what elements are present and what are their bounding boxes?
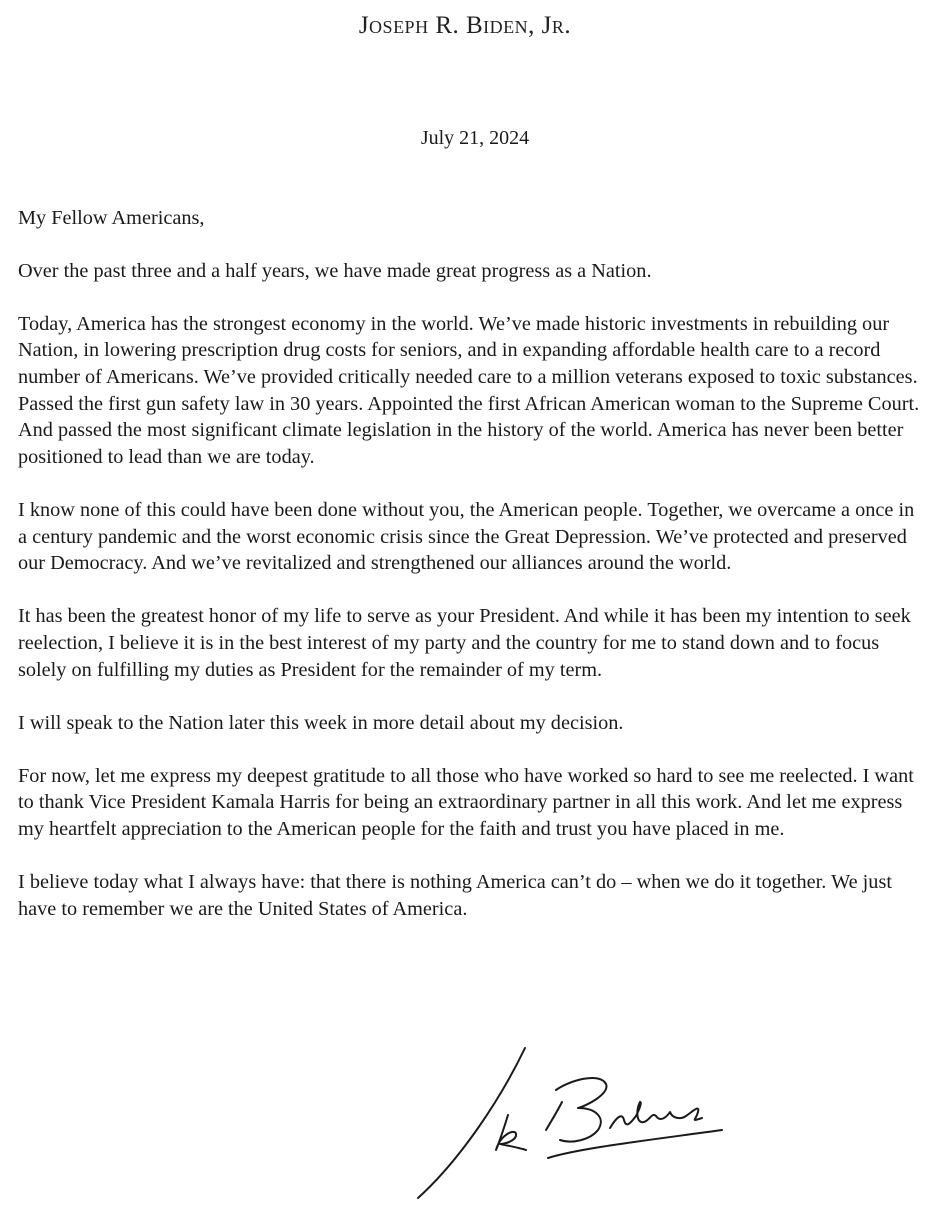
letter-date: July 21, 2024: [420, 127, 530, 149]
salutation: My Fellow Americans,: [18, 207, 205, 229]
signature-stroke-j: [418, 1048, 525, 1198]
paragraph: Today, America has the strongest economy in the world. We’ve made historic investments in rebuilding our Nation, in lowering prescription drug costs for seniors, and in expanding affordable health care to a record number of Americans. We’ve provided critically needed care to a million veterans exposed to toxic substances. Passed the first gun safety law in 30 years. Appointed the first African American woman to the Supreme Court. And passed the most significant climate legislation in the history of the world. America has never been better positioned to lead than we are today.: [18, 312, 920, 468]
signature-stroke-iden: [610, 1102, 702, 1128]
signature-underline: [548, 1130, 722, 1158]
signature: [400, 1040, 740, 1207]
signature-stroke-r: [496, 1115, 526, 1150]
letter-body: [18, 205, 923, 949]
paragraph: I know none of this could have been done without you, the American people. Together, we overcame a once in a century pandemic and the worst economic crisis since the Great Depression. We’ve protected and preserved our Democracy. And we’ve revitalized and strengthened our alliances around the world.: [18, 498, 915, 575]
signature-stroke-dash: [546, 1102, 562, 1130]
paragraph: I believe today what I always have: that there is nothing America can’t do – when we do it together. We just have to remember we are the United States of America.: [18, 871, 892, 920]
signature-stroke-b: [556, 1078, 606, 1142]
letterhead: Joseph R. Biden, Jr.: [358, 12, 572, 39]
paragraph: For now, let me express my deepest gratitude to all those who have worked so hard to see me reelected. I want to thank Vice President Kamala Harris for being an extraordinary partner in all this work. And let me express my heartfelt appreciation to the American people for the faith and trust you have placed in me.: [18, 764, 914, 841]
paragraph: It has been the greatest honor of my life to serve as your President. And while it has been my intention to seek reelection, I believe it is in the best interest of my party and the country for me to stand down and to focus solely on fulfilling my duties as President for the remainder of my term.: [18, 605, 911, 681]
signature-graphic: [400, 1040, 740, 1207]
paragraph: Over the past three and a half years, we have made great progress as a Nation.: [18, 259, 652, 282]
paragraph: I will speak to the Nation later this week in more detail about my decision.: [18, 711, 624, 734]
